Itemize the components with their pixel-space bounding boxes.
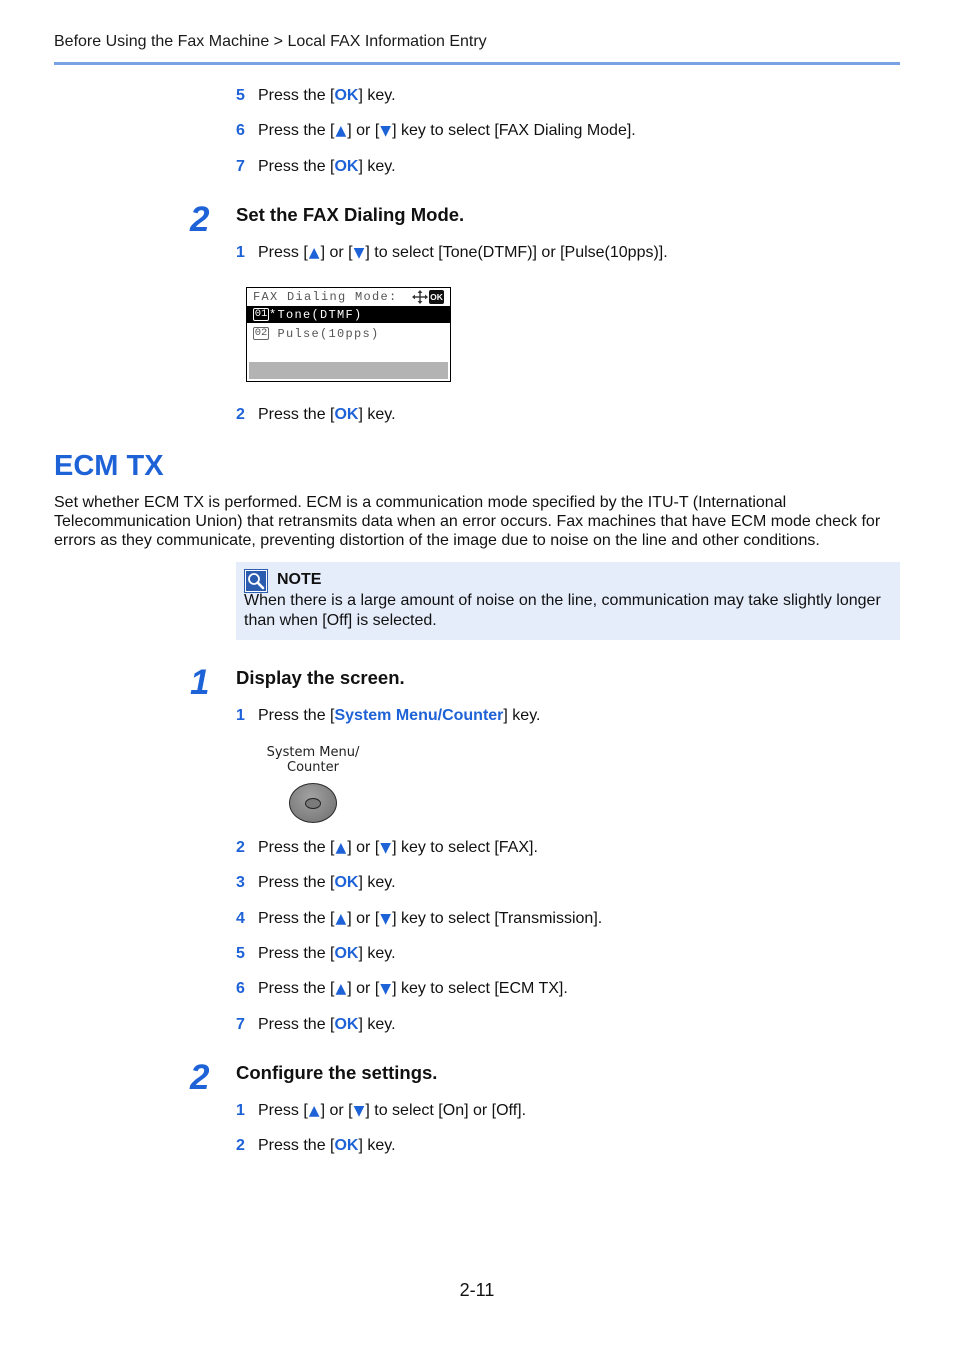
step <box>236 873 876 892</box>
note-icon <box>244 569 268 593</box>
ok-key-icon: OK <box>430 292 443 302</box>
major-step-number: 2 <box>190 200 210 239</box>
step-number: 1 <box>236 244 245 261</box>
key-name: OK <box>334 1137 359 1154</box>
up-arrow-icon: ▲ <box>335 840 347 856</box>
text-segment: Press the [ <box>258 980 335 997</box>
key-name: OK <box>334 1016 359 1033</box>
header-rule <box>54 62 900 65</box>
key-label-line: Counter <box>287 760 339 775</box>
step-number: 4 <box>236 910 245 927</box>
option-label: Pulse(10pps) <box>277 326 380 341</box>
down-arrow-icon: ▼ <box>353 1103 365 1119</box>
text-segment: Press the [ <box>258 874 335 891</box>
step <box>236 405 876 424</box>
option-number: 01 <box>254 308 268 320</box>
step-number: 5 <box>236 945 245 962</box>
text-segment: Press the [ <box>258 839 335 856</box>
lcd-screen <box>246 287 451 382</box>
step-text <box>258 86 396 105</box>
up-arrow-icon: ▲ <box>335 123 347 139</box>
step-text <box>258 873 396 892</box>
breadcrumb: Before Using the Fax Machine > Local FAX Information Entry <box>54 33 487 50</box>
text-segment: Press the [ <box>258 910 335 927</box>
note-box <box>236 562 900 640</box>
text-segment: Press the [ <box>258 122 335 139</box>
key-name: OK <box>334 874 359 891</box>
page-number: 2-11 <box>459 1280 495 1300</box>
step-number: 5 <box>236 87 245 104</box>
down-arrow-icon: ▼ <box>380 840 392 856</box>
step-text <box>258 243 668 263</box>
lcd-title: FAX Dialing Mode: <box>253 290 398 304</box>
step <box>236 944 876 963</box>
key-name: OK <box>334 158 359 175</box>
text-segment: Press [ <box>258 244 308 261</box>
section-heading: Display the screen. <box>236 667 405 688</box>
major-step-number: 2 <box>190 1058 210 1097</box>
text-segment: Press [ <box>258 1102 308 1119</box>
text-segment: ] or [ <box>347 910 380 927</box>
step-text <box>258 405 396 424</box>
step-text <box>258 979 568 999</box>
down-arrow-icon: ▼ <box>380 981 392 997</box>
major-step-number: 1 <box>190 663 210 702</box>
step-number: 7 <box>236 1016 245 1033</box>
text-segment: ] or [ <box>347 980 380 997</box>
step <box>236 706 876 725</box>
step-number: 3 <box>236 874 245 891</box>
step <box>236 909 876 928</box>
system-menu-counter-key-label <box>254 745 372 775</box>
text-segment: ] or [ <box>320 244 353 261</box>
text-segment: ] key. <box>358 158 396 175</box>
down-arrow-icon: ▼ <box>380 911 392 927</box>
note-label: NOTE <box>277 571 322 588</box>
text-segment: ] or [ <box>347 839 380 856</box>
step-text <box>258 157 396 176</box>
up-arrow-icon: ▲ <box>335 981 347 997</box>
text-segment: Press the [ <box>258 158 335 175</box>
step-text <box>258 909 602 929</box>
key-name: System Menu/Counter <box>334 707 504 724</box>
text-segment: Press the [ <box>258 1137 335 1154</box>
key-led <box>305 798 321 809</box>
down-arrow-icon: ▼ <box>353 245 365 261</box>
text-segment: ] to select [On] or [Off]. <box>365 1102 527 1119</box>
step-text <box>258 706 540 725</box>
text-segment: ] key. <box>358 406 396 423</box>
text-segment: ] or [ <box>347 122 380 139</box>
four-way-arrow-icon <box>412 290 428 304</box>
text-segment: ] or [ <box>320 1102 353 1119</box>
step <box>236 979 876 998</box>
text-segment: Press the [ <box>258 406 335 423</box>
text-segment: ] key to select [Transmission]. <box>392 910 603 927</box>
step <box>236 838 876 857</box>
lcd-option-tone <box>247 306 450 323</box>
up-arrow-icon: ▲ <box>335 911 347 927</box>
text-segment: ] key. <box>358 1137 396 1154</box>
step-text <box>258 944 396 963</box>
step <box>236 121 876 140</box>
step-number: 7 <box>236 158 245 175</box>
step-number: 1 <box>236 1102 245 1119</box>
up-arrow-icon: ▲ <box>308 245 320 261</box>
step <box>236 1101 876 1120</box>
step-number: 6 <box>236 980 245 997</box>
text-segment: ] key. <box>358 1016 396 1033</box>
step-number: 2 <box>236 406 245 423</box>
key-name: OK <box>334 87 359 104</box>
key-name: OK <box>334 945 359 962</box>
text-segment: ] key. <box>358 87 396 104</box>
step-text <box>258 1015 396 1034</box>
system-menu-counter-key <box>289 783 337 823</box>
text-segment: ] key. <box>358 874 396 891</box>
step <box>236 86 876 105</box>
text-segment: Press the [ <box>258 707 335 724</box>
section-heading: Set the FAX Dialing Mode. <box>236 204 465 225</box>
step-number: 1 <box>236 707 245 724</box>
step <box>236 243 876 262</box>
key-label-line: System Menu/ <box>266 745 360 760</box>
step-number: 2 <box>236 1137 245 1154</box>
option-number: 02 <box>254 327 268 339</box>
key-name: OK <box>334 406 359 423</box>
lcd-option-pulse <box>247 325 450 342</box>
section-heading: Configure the settings. <box>236 1062 438 1083</box>
text-segment: ] to select [Tone(DTMF)] or [Pulse(10pps)]. <box>365 244 668 261</box>
step-number: 2 <box>236 839 245 856</box>
step-text <box>258 121 636 141</box>
step-number: 6 <box>236 122 245 139</box>
text-segment: ] key to select [FAX]. <box>392 839 538 856</box>
option-label: Tone(DTMF) <box>277 307 363 322</box>
description: Set whether ECM TX is performed. ECM is a communication mode specified by the ITU-T (International Telecommunication Union) that retransmits data when an error occurs. Fax machines that have ECM mode check for errors as they communicate, preventing distortion of the image due to noise on the line and other conditions. <box>54 494 881 549</box>
text-segment: ] key. <box>503 707 541 724</box>
text-segment: ] key to select [ECM TX]. <box>392 980 568 997</box>
step <box>236 1136 876 1155</box>
up-arrow-icon: ▲ <box>308 1103 320 1119</box>
step-text <box>258 1136 396 1155</box>
step <box>236 1015 876 1034</box>
text-segment: Press the [ <box>258 87 335 104</box>
step-text <box>258 1101 526 1121</box>
text-segment: Press the [ <box>258 945 335 962</box>
text-segment: ] key. <box>358 945 396 962</box>
selected-marker: * <box>269 307 278 322</box>
step <box>236 157 876 176</box>
text-segment: ] key to select [FAX Dialing Mode]. <box>392 122 636 139</box>
text-segment: Press the [ <box>258 1016 335 1033</box>
note-text: When there is a large amount of noise on the line, communication may take slightly longer than when [Off] is selected. <box>244 592 881 629</box>
step-text <box>258 838 538 858</box>
down-arrow-icon: ▼ <box>380 123 392 139</box>
page-title: ECM TX <box>54 450 164 482</box>
lcd-status-bar <box>249 362 448 379</box>
